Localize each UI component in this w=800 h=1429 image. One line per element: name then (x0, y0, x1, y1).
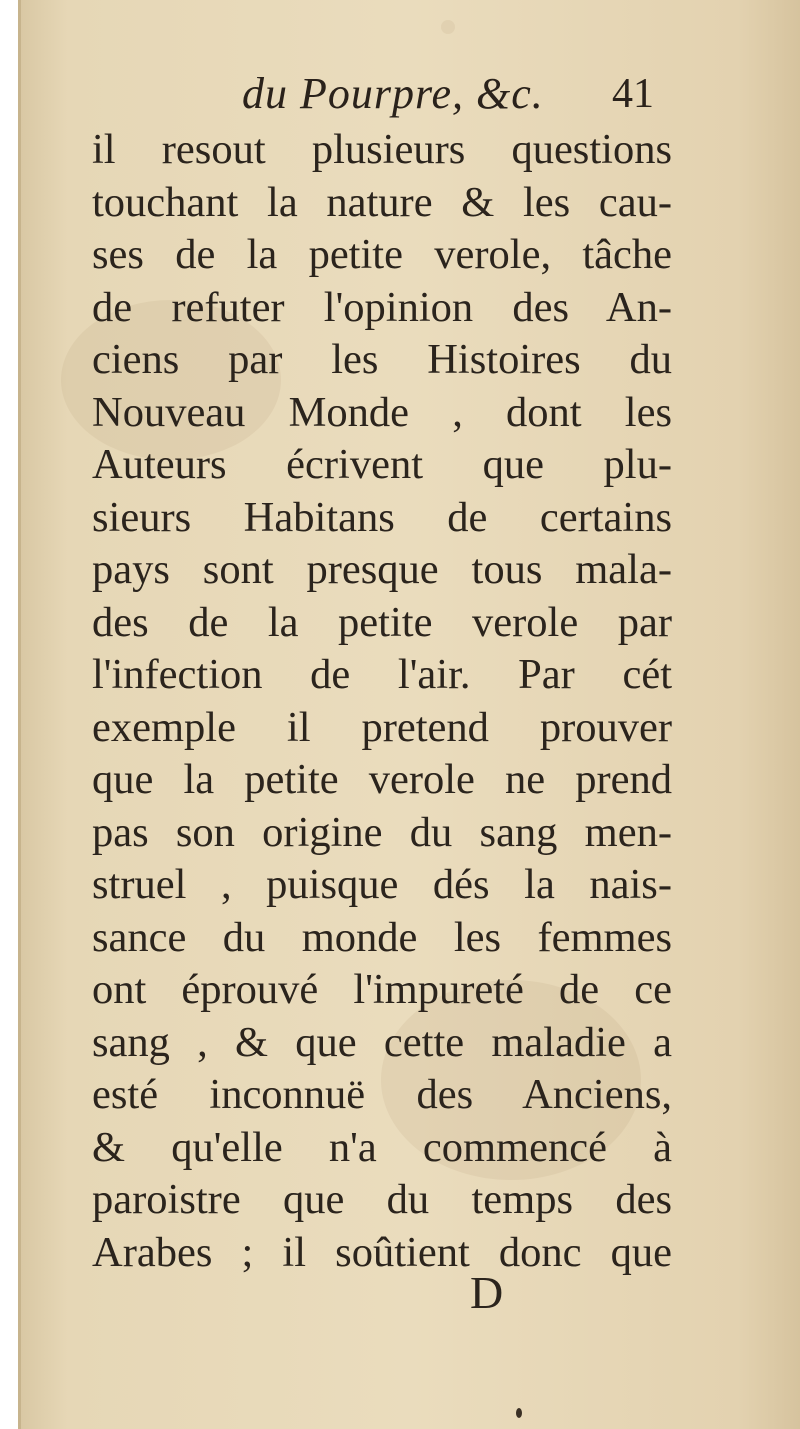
signature-mark: D (470, 1267, 504, 1318)
text-line: ses de la petite verole, tâche (92, 231, 672, 278)
text-line: Nouveau Monde , dont les (92, 388, 672, 436)
text-line: ciens par les Histoires du (92, 336, 672, 383)
text-line: de refuter l'opinion des An- (92, 283, 672, 331)
paper-stain (441, 20, 455, 34)
page-header (92, 60, 662, 130)
text-line: struel , puisque dés la nais- (92, 861, 672, 908)
text-line: Auteurs écrivent que plu- (92, 441, 672, 488)
text-line: esté inconnuë des Anciens, (92, 1071, 672, 1118)
text-line: Arabes ; il soûtient donc que (92, 1228, 672, 1276)
text-line: sang , & que cette maladie a (92, 1018, 672, 1066)
text-line: paroistre que du temps des (92, 1176, 672, 1223)
text-line: exemple il pretend prouver (92, 703, 672, 751)
text-line: l'infection de l'air. Par cét (92, 651, 672, 698)
text-line: pas son origine du sang men- (92, 808, 672, 856)
text-line: il resout plusieurs questions (92, 126, 672, 173)
text-line: sance du monde les femmes (92, 913, 672, 961)
running-head: du Pourpre, &c. (242, 69, 544, 118)
text-line: & qu'elle n'a commencé à (92, 1123, 672, 1171)
text-line: touchant la nature & les cau- (92, 178, 672, 226)
body-text (92, 124, 672, 1279)
text-line: ont éprouvé l'impureté de ce (92, 966, 672, 1013)
ink-speck (516, 1408, 522, 1418)
page-number: 41 (612, 71, 654, 117)
text-line: sieurs Habitans de certains (92, 493, 672, 541)
text-line: pays sont presque tous mala- (92, 546, 672, 593)
text-line: des de la petite verole par (92, 598, 672, 646)
text-line: que la petite verole ne prend (92, 756, 672, 803)
